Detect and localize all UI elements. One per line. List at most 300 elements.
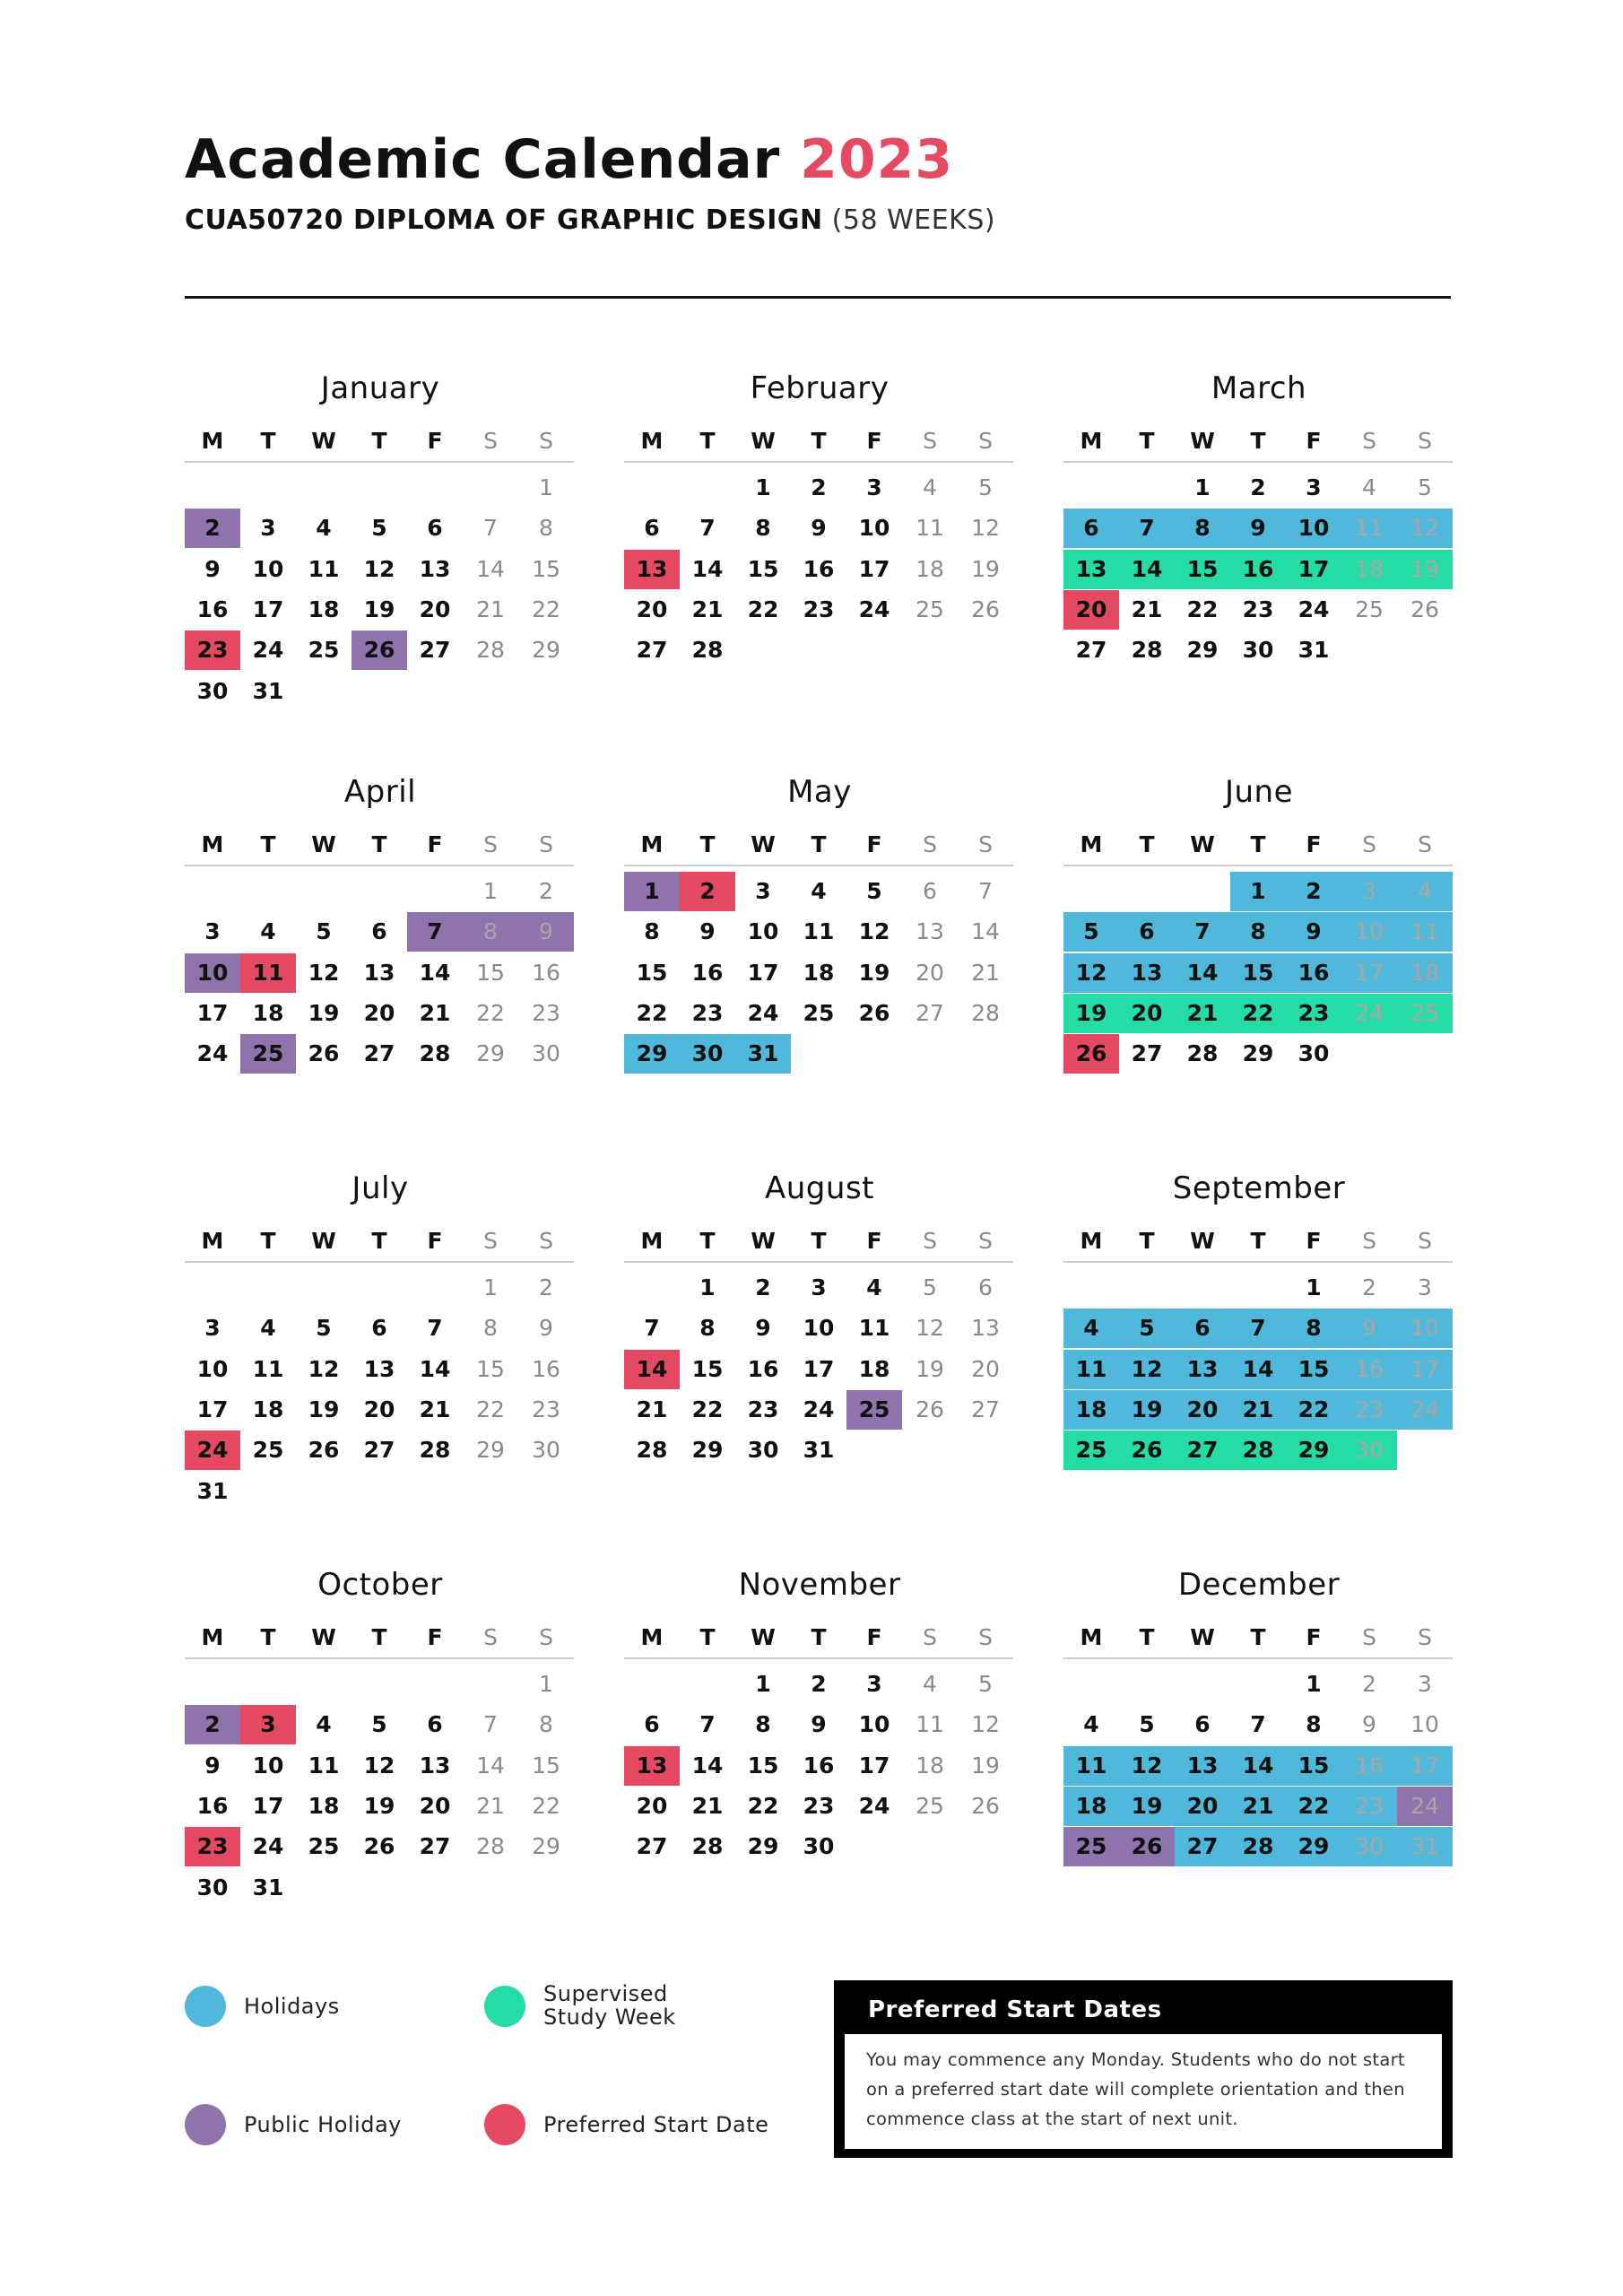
- holiday-day: 10: [1341, 912, 1397, 952]
- weekday-header-row: [624, 825, 1013, 866]
- day: 25: [916, 596, 944, 622]
- day: 28: [691, 637, 724, 664]
- day: 16: [691, 959, 724, 986]
- day: 26: [971, 596, 1000, 622]
- days-grid: [624, 1665, 1013, 1907]
- day: 5: [371, 515, 387, 542]
- weekday-header: F: [427, 1228, 443, 1254]
- holiday-day: 7: [1175, 912, 1230, 952]
- study-week-day: 24: [1341, 994, 1397, 1033]
- weekday-header: T: [811, 1228, 827, 1254]
- legend-supervised-line1: Supervised: [543, 1981, 668, 2006]
- day: 2: [811, 474, 827, 500]
- weekday-header: T: [1250, 1624, 1266, 1650]
- holiday-day: 29: [624, 1034, 680, 1074]
- weekday-header: W: [1190, 428, 1215, 454]
- day: 27: [636, 1833, 668, 1860]
- days-grid: [1063, 1268, 1453, 1510]
- month-february: [624, 366, 1015, 707]
- weekday-header-row: [624, 422, 1013, 463]
- day: 19: [858, 959, 890, 986]
- weekday-header: W: [311, 831, 336, 857]
- preferred-start-day: 14: [624, 1350, 680, 1389]
- holiday-day: 19: [1119, 1787, 1175, 1826]
- day: 24: [252, 1833, 284, 1860]
- day: 9: [811, 515, 827, 542]
- day: 13: [419, 1752, 451, 1779]
- page-title: [185, 126, 953, 194]
- weekday-header: W: [751, 1228, 776, 1254]
- day: 12: [858, 918, 890, 945]
- day: 11: [858, 1315, 890, 1342]
- day: 8: [699, 1315, 716, 1342]
- day: 1: [483, 878, 498, 904]
- weekday-header: W: [1190, 1228, 1215, 1254]
- day: 29: [691, 1437, 724, 1464]
- day: 4: [1362, 474, 1376, 500]
- day: 28: [419, 1040, 451, 1067]
- days-grid: [185, 1268, 574, 1510]
- month-october: [185, 1562, 576, 1903]
- day: 18: [803, 959, 835, 986]
- weekday-header: T: [260, 428, 276, 454]
- day: 7: [1250, 1711, 1266, 1738]
- holiday-day: 15: [1286, 1746, 1341, 1786]
- day: 11: [916, 1711, 944, 1738]
- day: 15: [476, 1355, 505, 1382]
- day: 14: [691, 555, 724, 582]
- public-holiday-day: 1: [624, 872, 680, 911]
- weekday-header-row: [624, 1222, 1013, 1263]
- holiday-day: 15: [1286, 1350, 1341, 1389]
- day: 4: [1083, 1711, 1099, 1738]
- weekday-header: M: [201, 428, 224, 454]
- holiday-day: 29: [1286, 1827, 1341, 1866]
- holiday-day: 24: [1397, 1390, 1453, 1430]
- day: 5: [316, 1315, 332, 1342]
- holiday-day: 11: [1397, 912, 1453, 952]
- day: 3: [755, 878, 771, 904]
- day: 6: [644, 515, 660, 542]
- day: 19: [363, 596, 395, 622]
- day: 28: [1186, 1040, 1219, 1067]
- day: 3: [1306, 474, 1322, 500]
- weekday-header: F: [866, 831, 882, 857]
- month-july: [185, 1166, 576, 1507]
- days-grid: [624, 1268, 1013, 1510]
- day: 30: [532, 1040, 560, 1067]
- holiday-day: 12: [1397, 509, 1453, 548]
- day: 2: [539, 1274, 553, 1300]
- day: 17: [858, 555, 890, 582]
- day: 10: [1410, 1711, 1439, 1738]
- day: 6: [1194, 1711, 1211, 1738]
- holiday-day: 8: [1286, 1309, 1341, 1348]
- day: 31: [1298, 637, 1330, 664]
- day: 3: [866, 474, 882, 500]
- day: 2: [755, 1274, 771, 1300]
- weekday-header: M: [1080, 1228, 1103, 1254]
- day: 2: [1362, 1274, 1376, 1300]
- day: 20: [419, 1792, 451, 1819]
- legend-supervised-label: [543, 1982, 676, 2029]
- day: 27: [1131, 1040, 1163, 1067]
- day: 18: [858, 1355, 890, 1382]
- day: 3: [811, 1274, 827, 1300]
- day: 6: [978, 1274, 993, 1300]
- weekday-header: S: [978, 831, 993, 857]
- day: 6: [427, 1711, 443, 1738]
- weekday-header: S: [539, 1624, 553, 1650]
- preferred-start-day: 13: [624, 1746, 680, 1786]
- weekday-header: M: [1080, 831, 1103, 857]
- days-grid: [1063, 872, 1453, 1114]
- weekday-header: T: [1139, 831, 1155, 857]
- public-holiday-day: 25: [240, 1034, 296, 1074]
- holiday-day: 6: [1175, 1309, 1230, 1348]
- month-name: August: [765, 1170, 874, 1206]
- study-week-day: 13: [1063, 550, 1119, 589]
- day: 9: [699, 918, 716, 945]
- month-name: October: [317, 1567, 443, 1603]
- day: 24: [747, 999, 779, 1026]
- day: 2: [1250, 474, 1266, 500]
- weekday-header-row: [1063, 1222, 1453, 1263]
- holiday-day: 17: [1341, 953, 1397, 993]
- day: 24: [858, 596, 890, 622]
- weekday-header: S: [1362, 428, 1376, 454]
- month-name: February: [750, 370, 890, 406]
- weekday-header: T: [1250, 1228, 1266, 1254]
- holiday-day: 14: [1175, 953, 1230, 993]
- day: 27: [419, 1833, 451, 1860]
- day: 5: [978, 474, 993, 500]
- day: 23: [532, 999, 560, 1026]
- public-holiday-day: 26: [352, 631, 407, 670]
- day: 11: [308, 1752, 340, 1779]
- day: 1: [1194, 474, 1211, 500]
- month-august: [624, 1166, 1015, 1507]
- day: 28: [691, 1833, 724, 1860]
- weekday-header: S: [539, 1228, 553, 1254]
- month-january: [185, 366, 576, 707]
- study-week-day: 14: [1119, 550, 1175, 589]
- legend-holidays-label: Holidays: [244, 1994, 340, 2019]
- day: 25: [252, 1437, 284, 1464]
- study-week-day: 30: [1341, 1431, 1397, 1470]
- day: 7: [483, 515, 498, 542]
- day: 23: [532, 1396, 560, 1422]
- day: 23: [803, 596, 835, 622]
- day: 29: [476, 1437, 505, 1464]
- day: 5: [923, 1274, 937, 1300]
- days-grid: [624, 468, 1013, 710]
- weekday-header: T: [371, 1624, 387, 1650]
- holiday-day: 13: [1119, 953, 1175, 993]
- day: 28: [1131, 637, 1163, 664]
- day: 30: [1242, 637, 1274, 664]
- day: 17: [252, 1792, 284, 1819]
- study-week-day: 21: [1175, 994, 1230, 1033]
- day: 7: [483, 1711, 498, 1738]
- day: 21: [1131, 596, 1163, 622]
- holiday-day: 11: [1341, 509, 1397, 548]
- day: 16: [803, 1752, 835, 1779]
- legend-holidays: [185, 1984, 418, 2029]
- month-september: [1063, 1166, 1454, 1507]
- day: 27: [363, 1040, 395, 1067]
- supervised-study-swatch: [484, 1986, 525, 2027]
- day: 10: [747, 918, 779, 945]
- day: 31: [196, 1477, 229, 1504]
- weekday-header: F: [1306, 428, 1322, 454]
- day: 19: [916, 1355, 944, 1382]
- day: 8: [483, 1315, 498, 1342]
- day: 26: [308, 1040, 340, 1067]
- day: 10: [858, 515, 890, 542]
- day: 21: [419, 999, 451, 1026]
- month-june: [1063, 770, 1454, 1110]
- day: 19: [363, 1792, 395, 1819]
- holiday-day: 7: [1119, 509, 1175, 548]
- day: 25: [308, 1833, 340, 1860]
- legend-public-holiday: [185, 2102, 454, 2147]
- day: 29: [1242, 1040, 1274, 1067]
- preferred-start-day: 23: [185, 1827, 240, 1866]
- day: 17: [252, 596, 284, 622]
- weekday-header: F: [866, 428, 882, 454]
- holiday-day: 27: [1175, 1827, 1230, 1866]
- day: 7: [978, 878, 993, 904]
- holiday-day: 23: [1341, 1787, 1397, 1826]
- day: 20: [419, 596, 451, 622]
- legend-supervised-line2: Study Week: [543, 2005, 676, 2030]
- public-holiday-day: 8: [463, 912, 518, 952]
- day: 20: [916, 959, 944, 986]
- study-week-day: 20: [1119, 994, 1175, 1033]
- holiday-day: 12: [1119, 1350, 1175, 1389]
- day: 9: [755, 1315, 771, 1342]
- day: 11: [252, 1355, 284, 1382]
- day: 18: [308, 1792, 340, 1819]
- day: 1: [699, 1274, 716, 1300]
- weekday-header: M: [640, 428, 664, 454]
- day: 16: [803, 555, 835, 582]
- holiday-day: 9: [1341, 1309, 1397, 1348]
- days-grid: [185, 1665, 574, 1907]
- day: 19: [308, 999, 340, 1026]
- day: 6: [923, 878, 937, 904]
- month-name: September: [1172, 1170, 1346, 1206]
- day: 5: [1418, 474, 1432, 500]
- weekday-header: S: [1418, 1624, 1432, 1650]
- weekday-header: T: [1250, 428, 1266, 454]
- day: 27: [419, 637, 451, 664]
- holiday-day: 16: [1341, 1350, 1397, 1389]
- day: 1: [483, 1274, 498, 1300]
- day: 29: [476, 1040, 505, 1067]
- day: 26: [858, 999, 890, 1026]
- day: 16: [532, 1355, 560, 1382]
- weekday-header: S: [483, 428, 498, 454]
- month-name: December: [1177, 1567, 1341, 1603]
- day: 25: [803, 999, 835, 1026]
- holiday-day: 9: [1230, 509, 1286, 548]
- day: 17: [803, 1355, 835, 1382]
- holiday-day: 5: [1119, 1309, 1175, 1348]
- day: 25: [1355, 596, 1384, 622]
- day: 15: [691, 1355, 724, 1382]
- day: 8: [539, 1711, 553, 1738]
- day: 10: [252, 1752, 284, 1779]
- day: 7: [699, 515, 716, 542]
- preferred-start-day: 11: [240, 953, 296, 993]
- weekday-header: M: [1080, 1624, 1103, 1650]
- legend-public-holiday-label: Public Holiday: [244, 2112, 402, 2137]
- month-march: [1063, 366, 1454, 707]
- day: 23: [691, 999, 724, 1026]
- day: 3: [204, 1315, 221, 1342]
- day: 19: [308, 1396, 340, 1422]
- day: 16: [747, 1355, 779, 1382]
- day: 28: [476, 637, 505, 664]
- weekday-header-row: [185, 422, 574, 463]
- day: 26: [308, 1437, 340, 1464]
- day: 14: [476, 555, 505, 582]
- day: 9: [1362, 1711, 1376, 1738]
- days-grid: [624, 872, 1013, 1114]
- day: 24: [803, 1396, 835, 1422]
- weekday-header: S: [923, 428, 937, 454]
- day: 22: [532, 596, 560, 622]
- holiday-day: 22: [1286, 1787, 1341, 1826]
- holiday-day: 12: [1063, 953, 1119, 993]
- weekday-header: S: [1362, 1228, 1376, 1254]
- day: 9: [204, 555, 221, 582]
- holiday-day: 3: [1341, 872, 1397, 911]
- day: 23: [747, 1396, 779, 1422]
- day: 18: [252, 999, 284, 1026]
- day: 30: [532, 1437, 560, 1464]
- day: 19: [971, 1752, 1000, 1779]
- day: 22: [476, 999, 505, 1026]
- day: 12: [308, 959, 340, 986]
- day: 3: [1418, 1671, 1432, 1697]
- day: 18: [308, 596, 340, 622]
- weekday-header: S: [483, 1228, 498, 1254]
- weekday-header: T: [699, 831, 716, 857]
- weekday-header: W: [1190, 1624, 1215, 1650]
- day: 4: [866, 1274, 882, 1300]
- holiday-day: 15: [1230, 953, 1286, 993]
- course-code: CUA50720 DIPLOMA OF GRAPHIC DESIGN: [185, 204, 823, 236]
- public-holiday-swatch: [185, 2104, 226, 2145]
- preferred-start-day: 2: [680, 872, 735, 911]
- day: 10: [803, 1315, 835, 1342]
- day: 12: [363, 555, 395, 582]
- day: 25: [916, 1792, 944, 1819]
- day: 8: [755, 515, 771, 542]
- holiday-day: 12: [1119, 1746, 1175, 1786]
- weekday-header: W: [751, 1624, 776, 1650]
- holiday-day: 18: [1063, 1390, 1119, 1430]
- day: 29: [532, 1833, 560, 1860]
- weekday-header: S: [1362, 831, 1376, 857]
- day: 8: [644, 918, 660, 945]
- day: 22: [1186, 596, 1219, 622]
- day: 16: [196, 596, 229, 622]
- month-name: April: [343, 774, 417, 810]
- weekday-header: T: [371, 428, 387, 454]
- day: 25: [308, 637, 340, 664]
- day: 27: [1075, 637, 1107, 664]
- day: 9: [811, 1711, 827, 1738]
- holiday-day: 18: [1397, 953, 1453, 993]
- day: 4: [811, 878, 827, 904]
- day: 2: [811, 1671, 827, 1697]
- day: 21: [476, 596, 505, 622]
- title-text: Academic Calendar: [185, 128, 781, 191]
- day: 21: [636, 1396, 668, 1422]
- weekday-header: T: [699, 1624, 716, 1650]
- days-grid: [1063, 1665, 1453, 1907]
- weekday-header: S: [483, 1624, 498, 1650]
- day: 21: [691, 596, 724, 622]
- study-week-day: 28: [1230, 1431, 1286, 1470]
- day: 3: [204, 918, 221, 945]
- day: 14: [419, 959, 451, 986]
- weekday-header: T: [260, 1228, 276, 1254]
- weekday-header: T: [1139, 1228, 1155, 1254]
- holiday-day: 21: [1230, 1390, 1286, 1430]
- weekday-header: T: [811, 1624, 827, 1650]
- day: 28: [476, 1833, 505, 1860]
- preferred-start-day: 20: [1063, 590, 1119, 630]
- study-week-day: 23: [1286, 994, 1341, 1033]
- day: 26: [971, 1792, 1000, 1819]
- day: 15: [747, 1752, 779, 1779]
- day: 13: [363, 959, 395, 986]
- weekday-header: W: [311, 1228, 336, 1254]
- weekday-header: F: [866, 1228, 882, 1254]
- public-holiday-day: 25: [1063, 1827, 1119, 1866]
- weekday-header: F: [1306, 1624, 1322, 1650]
- weekday-header: W: [311, 428, 336, 454]
- weekday-header: F: [1306, 1228, 1322, 1254]
- legend-preferred-start: [484, 2102, 789, 2147]
- course-duration: (58 WEEKS): [831, 204, 996, 236]
- day: 2: [1362, 1671, 1376, 1697]
- day: 22: [747, 1792, 779, 1819]
- holiday-day: 28: [1230, 1827, 1286, 1866]
- month-april: [185, 770, 576, 1110]
- day: 8: [1306, 1711, 1322, 1738]
- holiday-day: 14: [1230, 1350, 1286, 1389]
- study-week-day: 27: [1175, 1431, 1230, 1470]
- day: 18: [252, 1396, 284, 1422]
- holiday-day: 5: [1063, 912, 1119, 952]
- day: 4: [316, 515, 332, 542]
- public-holiday-day: 2: [185, 1705, 240, 1744]
- month-november: [624, 1562, 1015, 1903]
- public-holiday-day: 25: [846, 1390, 902, 1430]
- day: 27: [363, 1437, 395, 1464]
- days-grid: [1063, 468, 1453, 710]
- day: 5: [316, 918, 332, 945]
- holiday-day: 17: [1397, 1350, 1453, 1389]
- holiday-day: 30: [680, 1034, 735, 1074]
- days-grid: [185, 468, 574, 710]
